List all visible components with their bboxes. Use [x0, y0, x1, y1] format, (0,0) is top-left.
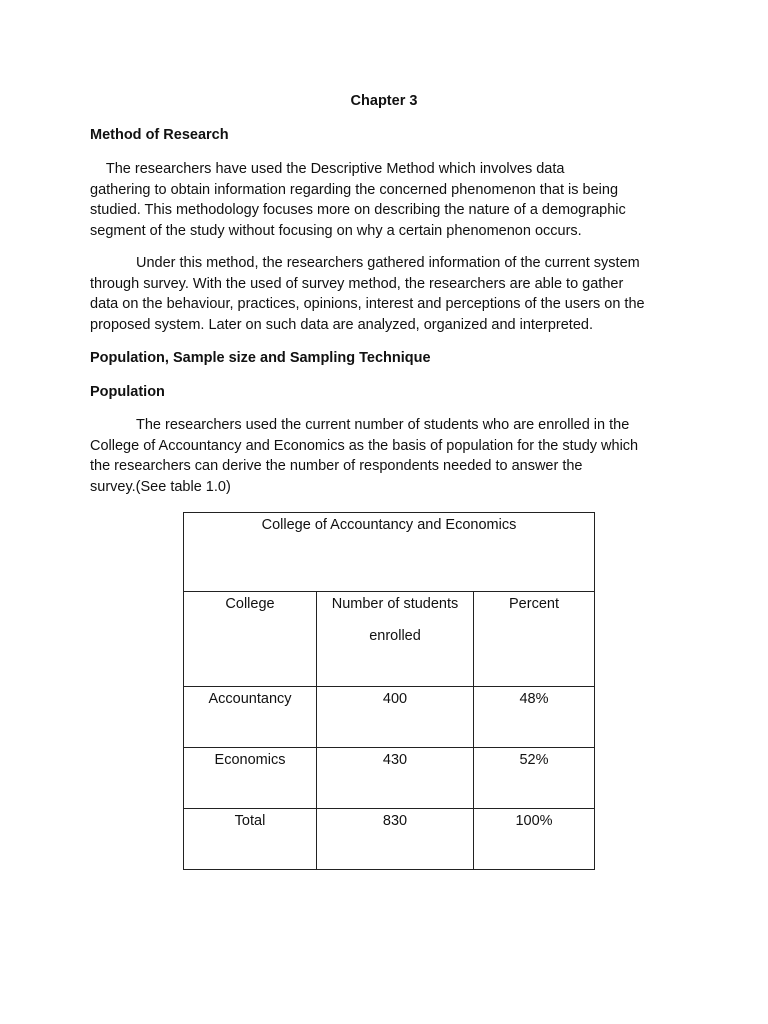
table-row-total: [184, 809, 595, 870]
header-students: [317, 592, 474, 687]
cell-students: 430: [317, 748, 474, 809]
paragraph-line: segment of the study without focusing on why a certain phenomenon occurs.: [90, 223, 582, 240]
header-percent: Percent: [474, 592, 595, 687]
paragraph-line: The researchers have used the Descriptive Method which involves data: [90, 161, 565, 177]
paragraph-method-2: [90, 253, 686, 336]
header-college: College: [184, 592, 317, 687]
cell-students: 400: [317, 687, 474, 748]
cell-percent: 48%: [474, 687, 595, 748]
table-caption: College of Accountancy and Economics: [184, 513, 595, 592]
cell-percent: 52%: [474, 748, 595, 809]
header-students-line1: Number of students: [331, 596, 459, 612]
paragraph-line: studied. This methodology focuses more on describing the nature of a demographic: [90, 202, 626, 219]
header-students-line2: enrolled: [369, 628, 421, 644]
cell-college: Economics: [184, 748, 317, 809]
table-row: [184, 687, 595, 748]
paragraph-line: gathering to obtain information regarding the concerned phenomenon that is being: [90, 181, 619, 198]
paragraph-line: Under this method, the researchers gathered information of the current system: [136, 255, 640, 271]
paragraph-population: [90, 415, 686, 498]
paragraph-line: College of Accountancy and Economics as the basis of population for the study which: [90, 437, 639, 454]
cell-college: Total: [184, 809, 317, 870]
subheading-population: Population: [90, 384, 165, 400]
paragraph-method-1: [90, 159, 686, 242]
paragraph-line: survey.(See table 1.0): [90, 479, 231, 496]
cell-college: Accountancy: [184, 687, 317, 748]
enrollment-table: [183, 512, 595, 870]
table-caption-row: [184, 513, 595, 592]
section-heading-method: Method of Research: [90, 127, 229, 143]
chapter-title: Chapter 3: [350, 93, 418, 109]
table-row: [184, 748, 595, 809]
paragraph-line: the researchers can derive the number of respondents needed to answer the: [90, 458, 583, 475]
paragraph-line: through survey. With the used of survey method, the researchers are able to gather: [90, 275, 624, 292]
cell-students: 830: [317, 809, 474, 870]
paragraph-line: The researchers used the current number of students who are enrolled in the: [136, 417, 630, 433]
cell-percent: 100%: [474, 809, 595, 870]
table-header-row: [184, 592, 595, 687]
paragraph-line: data on the behaviour, practices, opinions, interest and perceptions of the users on the: [90, 296, 645, 313]
paragraph-line: proposed system. Later on such data are analyzed, organized and interpreted.: [90, 317, 593, 334]
section-heading-population-sample: Population, Sample size and Sampling Technique: [90, 350, 431, 366]
